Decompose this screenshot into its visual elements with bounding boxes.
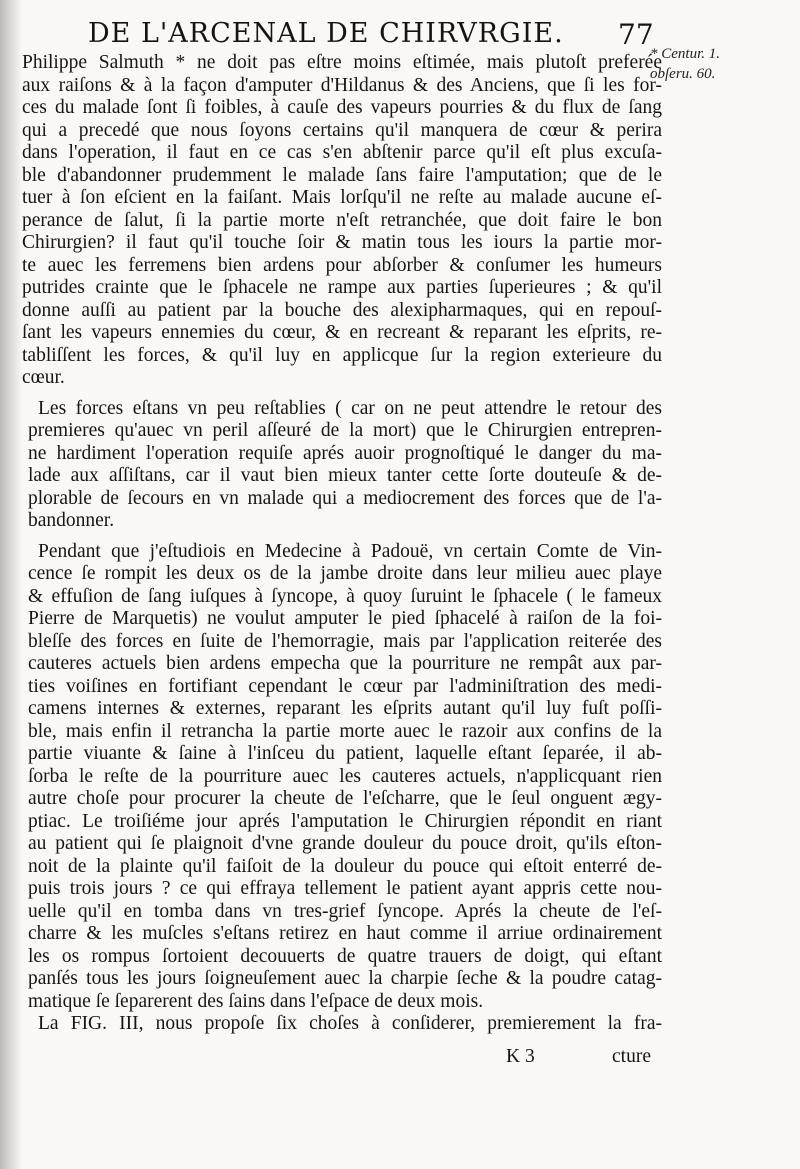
text-line: putrides crainte que le ſphacele ne rampe aux parties ſuperieures ; & qu'il: [22, 277, 662, 298]
text-line: noit de la plainte qu'il faiſoit de la douleur du pouce qui eſtoit enterré de-: [28, 855, 662, 877]
text-line: dans l'operation, il faut en ce cas s'en abſtenir parce qu'il eſt plus excuſa-: [22, 142, 662, 163]
text-line: Les forces eſtans vn peu reſtablies ( car on ne peut attendre le retour des: [38, 397, 662, 419]
text-line: & effuſion de ſang iuſques à ſyncope, à quoy ſuruint le ſphacele ( le fameux: [28, 585, 662, 607]
text-line: ble d'abandonner prudemment le malade ſans faire l'amputation; que de le: [22, 164, 662, 186]
paragraph-2: [22, 398, 662, 533]
text-line: La FIG. III, nous propoſe ſix choſes à conſiderer, premierement la fra-: [38, 1013, 662, 1034]
text-line: tuer à ſon eſcient en la faiſant. Mais lorſqu'il ne reſte au malade aucune eſ-: [22, 187, 662, 208]
body-text: [22, 52, 662, 1036]
text-line: matique ſe ſeparerent des ſains dans l'eſpace de deux mois.: [28, 990, 484, 1012]
text-line: panſés tous les jours ſoigneuſement auec la charpie ſeche & la poudre catag-: [28, 968, 662, 989]
text-line: ble, mais enfin il retrancha la partie morte auec le razoir aux confins de la: [28, 720, 662, 742]
text-line: plorable de ſecours en vn malade qui a mediocrement des forces que de l'a-: [28, 487, 662, 509]
text-line: te auec les ferremens bien ardens pour abſorber & conſumer les humeurs: [22, 254, 662, 276]
text-line: Pendant que j'eſtudiois en Medecine à Padouë, vn certain Comte de Vin-: [38, 540, 662, 562]
paragraph-1: [22, 52, 662, 390]
text-line: au patient qui ſe plaignoit d'vne grande douleur du pouce droit, qu'ils eſton-: [28, 833, 662, 854]
text-line: qui a precedé que nous ſoyons certains qu'il manquera de cœur & perira: [22, 119, 662, 141]
text-line: puis trois jours ? ce qui effraya tellement le patient ayant appris cette nou-: [28, 878, 662, 899]
text-line: donne auſſi au patient par la bouche des alexipharmaques, qui en repouſ-: [22, 299, 662, 321]
text-line: cœur.: [22, 367, 65, 388]
text-line: bandonner.: [28, 510, 115, 531]
text-line: ties voiſines en fortifiant cependant le cœur par l'adminiſtration des medi-: [28, 675, 662, 697]
text-line: cence ſe rompit les deux os de la jambe droite dans leur milieu auec playe: [28, 563, 662, 584]
text-line: ne hardiment l'operation requiſe aprés auoir prognoſtiqué le danger du ma-: [28, 442, 662, 464]
text-line: ſant les vapeurs ennemies du cœur, & en recreant & reparant les eſprits, re-: [22, 322, 662, 343]
text-line: perance de ſalut, ſi la partie morte n'eſt retranchée, que doit faire le bon: [22, 209, 662, 231]
margin-note-line: obſeru. 60.: [650, 66, 716, 82]
text-line: charre & les muſcles s'eſtans retirez en haut comme il arriue ordinairement: [28, 923, 662, 944]
text-line: aux raiſons & à la façon d'amputer d'Hildanus & des Anciens, que ſi les for-: [22, 74, 662, 96]
text-line: Pierre de Marquetis) ne voulut amputer le pied ſphacelé à raiſon de la foi-: [28, 608, 662, 629]
text-line: les os rompus ſortoient decouuerts de quatre trauers de doigt, qui eſtant: [28, 945, 662, 967]
text-line: ptiac. Le troiſiéme jour aprés l'amputation le Chirurgien répondit en riant: [28, 810, 662, 832]
text-line: ces du malade ſont ſi foibles, à cauſe des vapeurs pourries & du flux de ſang: [22, 97, 662, 118]
margin-note: [650, 44, 790, 84]
page-number: 77: [618, 18, 654, 51]
text-line: tabliſſent les forces, & qu'il luy en applicque ſur la region exterieure du: [22, 344, 662, 366]
catchword: cture: [612, 1046, 651, 1067]
signature-mark: K 3: [506, 1046, 535, 1067]
gutter-shadow: [0, 0, 22, 1169]
margin-note-line: * Centur. 1.: [650, 46, 721, 62]
text-line: uelle qu'il en tomba dans vn tres-grief ſyncope. Aprés la cheute de l'eſ-: [28, 900, 662, 922]
text-line: Chirurgien? il faut qu'il touche ſoir & matin tous les iours la partie mor-: [22, 232, 662, 253]
running-head-title: DE L'ARCENAL DE CHIRVRGIE.: [88, 18, 564, 49]
text-line: Philippe Salmuth * ne doit pas eſtre moins eſtimée, mais plutoſt preferée: [22, 52, 662, 73]
paragraph-3: [22, 541, 662, 1014]
text-line: camens internes & externes, reparant les eſprits autant qu'il luy fuſt poſſi-: [28, 698, 662, 719]
text-line: bleſſe des forces en ſuite de l'hemorragie, mais par l'application reiterée des: [28, 630, 662, 652]
text-line: cauteres actuels bien ardens empecha que la pourriture ne rempât aux par-: [28, 653, 662, 674]
page-footer: [22, 1032, 662, 1092]
text-line: autre choſe pour procurer la cheute de l'eſcharre, que le ſeul onguent ægy-: [28, 788, 662, 809]
text-line: premieres qu'auec vn peril aſſeuré de la mort) que le Chirurgien entrepren-: [28, 420, 662, 441]
text-line: lade aux aſſiſtans, car il vaut bien mieux tanter cette ſorte douteuſe & de-: [28, 465, 662, 486]
text-line: ſorba le reſte de la pourriture auec les cauteres actuels, n'applicquant rien: [28, 765, 662, 787]
text-line: partie viuante & ſaine à l'inſceu du patient, laquelle eſtant ſeparée, il ab-: [28, 743, 662, 764]
